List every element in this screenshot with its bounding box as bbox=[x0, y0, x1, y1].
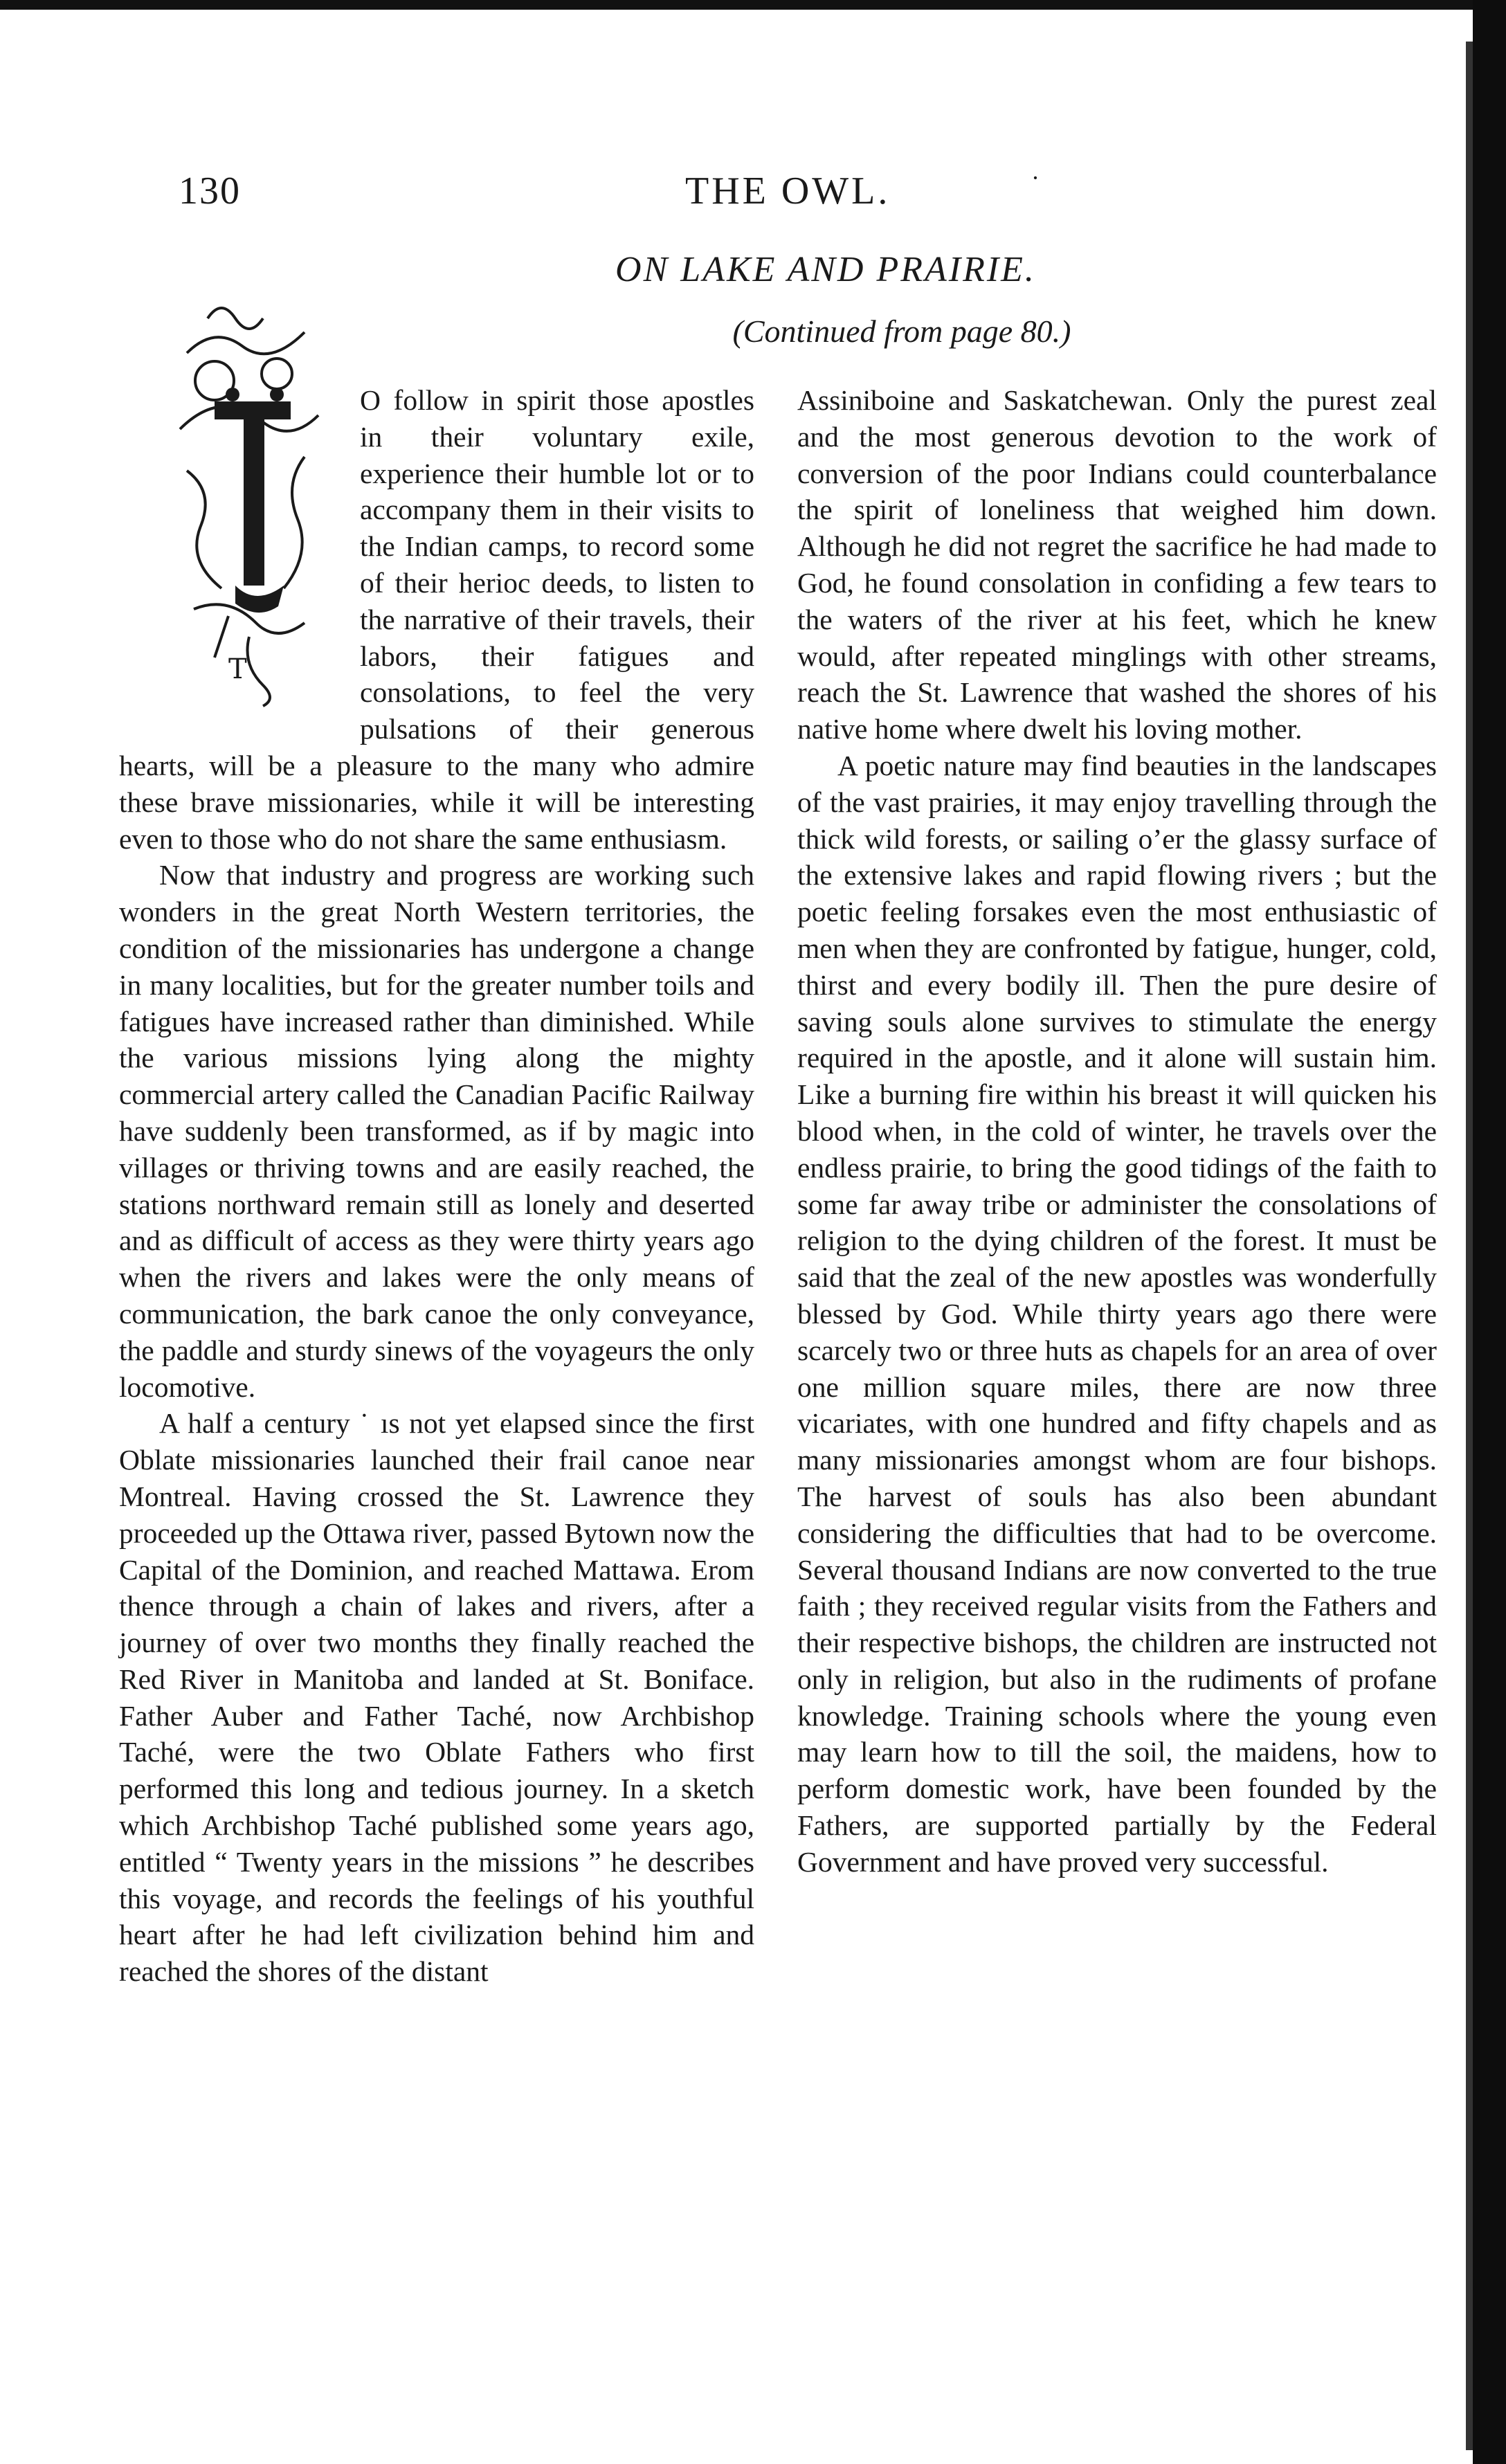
drop-cap-space bbox=[119, 382, 360, 712]
top-border bbox=[0, 0, 1506, 10]
paragraph: O follow in spirit those apostles in their voluntary exile, experience their humble lot or to accompany them in their visits to the Indian camps, to record some of their herioc deeds, to listen to the narrative of their travels, their labors, their fatigues and consolations, to feel the very pulsations of their generous hearts, will be a pleasure to the many who admire these brave missionaries, while it will be interesting even to those who do not share the same enthusiasm. bbox=[119, 384, 754, 855]
article-continuation: (Continued from page 80.) bbox=[732, 314, 1071, 349]
right-column bbox=[797, 382, 1437, 1881]
page-edge-border bbox=[1473, 0, 1506, 2464]
page-number: 130 bbox=[179, 170, 241, 212]
page-edge-shadow bbox=[1466, 42, 1473, 2450]
article-title: ON LAKE AND PRAIRIE. bbox=[615, 250, 1036, 289]
stray-ink-mark: · bbox=[1031, 164, 1040, 192]
paragraph: Assiniboine and Saskatchewan. Only the purest zeal and the most generous devotion to the work of conversion of the poor Indians could counterbalance the spirit of loneliness that weighed him down. Although he did not regret the sacrifice he had made to God, he found consolation in confiding a few tears to the waters of the river at his feet, which he knew would, after repeated minglings with other streams, reach the St. Lawrence that washed the shores of his native home where dwelt his loving mother. bbox=[797, 384, 1437, 745]
drop-cap-letter: T bbox=[228, 653, 247, 685]
left-column bbox=[119, 382, 754, 1990]
paragraph: A poetic nature may find beauties in the landscapes of the vast prairies, it may enjoy travelling through the thick wild forests, or sailing o’er the glassy surface of the extensive lakes and rapid flowing rivers ; but the poetic feeling forsakes even the most enthusiastic of men when they are confronted by fatigue, hunger, cold, thirst and every bodily ill. Then the pure desire of saving souls alone survives to stimulate the energy required in the apostle, and it alone will sustain him. Like a burning fire within his breast it will quicken his blood when, in the cold of winter, he travels over the endless prairie, to bring the good tidings of the faith to some far away tribe or administer the consolations of religion to the dying children of the forest. It must be said that the zeal of the new apostles was wonderfully blessed by God. While thirty years ago there were scarcely two or three huts as chapels for an area of over one million square miles, there are now three vicariates, with one hundred and fifty chapels and as many missionaries amongst whom are four bishops. The harvest of souls has also been abundant considering the difficulties that had to be overcome. Several thousand Indians are now converted to the true faith ; they received regular visits from the Fathers and their respective bishops, the children are instructed not only in religion, but also in the rudiments of profane knowledge. Training schools where the young even may learn how to till the soil, the maidens, how to perform domestic work, have been founded by the Fathers, are supported partially by the Federal Government and have proved very successful. bbox=[797, 749, 1437, 1878]
running-head: THE OWL. bbox=[685, 170, 891, 212]
paragraph: A half a century ˙ ıs not yet elapsed since the first Oblate missionaries launched their frail canoe near Montreal. Having crossed the St. Lawrence they proceeded up the Ottawa river, passed Bytown now the Capital of the Dominion, and reached Mattawa. Erom thence through a chain of lakes and rivers, after a journey of over two months they finally reached the Red River in Manitoba and landed at St. Boniface. Father Auber and Father Taché, now Archbishop Taché, were the two Oblate Fathers who first performed this long and tedious journey. In a sketch which Archbishop Taché published some years ago, entitled “ Twenty years in the missions ” he describes this voyage, and records the feelings of his youthful heart after he had left civilization behind him and reached the shores of the distant bbox=[119, 1407, 754, 1988]
paragraph: Now that industry and progress are working such wonders in the great North Western territories, the condition of the missionaries has undergone a change in many localities, but for the greater number toils and fatigues have increased rather than diminished. While the various missions lying along the mighty commercial artery called the Canadian Pacific Railway have suddenly been transformed, as if by magic into villages or thriving towns and are easily reached, the stations northward remain still as lonely and deserted and as difficult of access as they were thirty years ago when the rivers and lakes were the only means of communication, the bark canoe the only conveyance, the paddle and sturdy sinews of the voyageurs the only locomotive. bbox=[119, 859, 754, 1403]
